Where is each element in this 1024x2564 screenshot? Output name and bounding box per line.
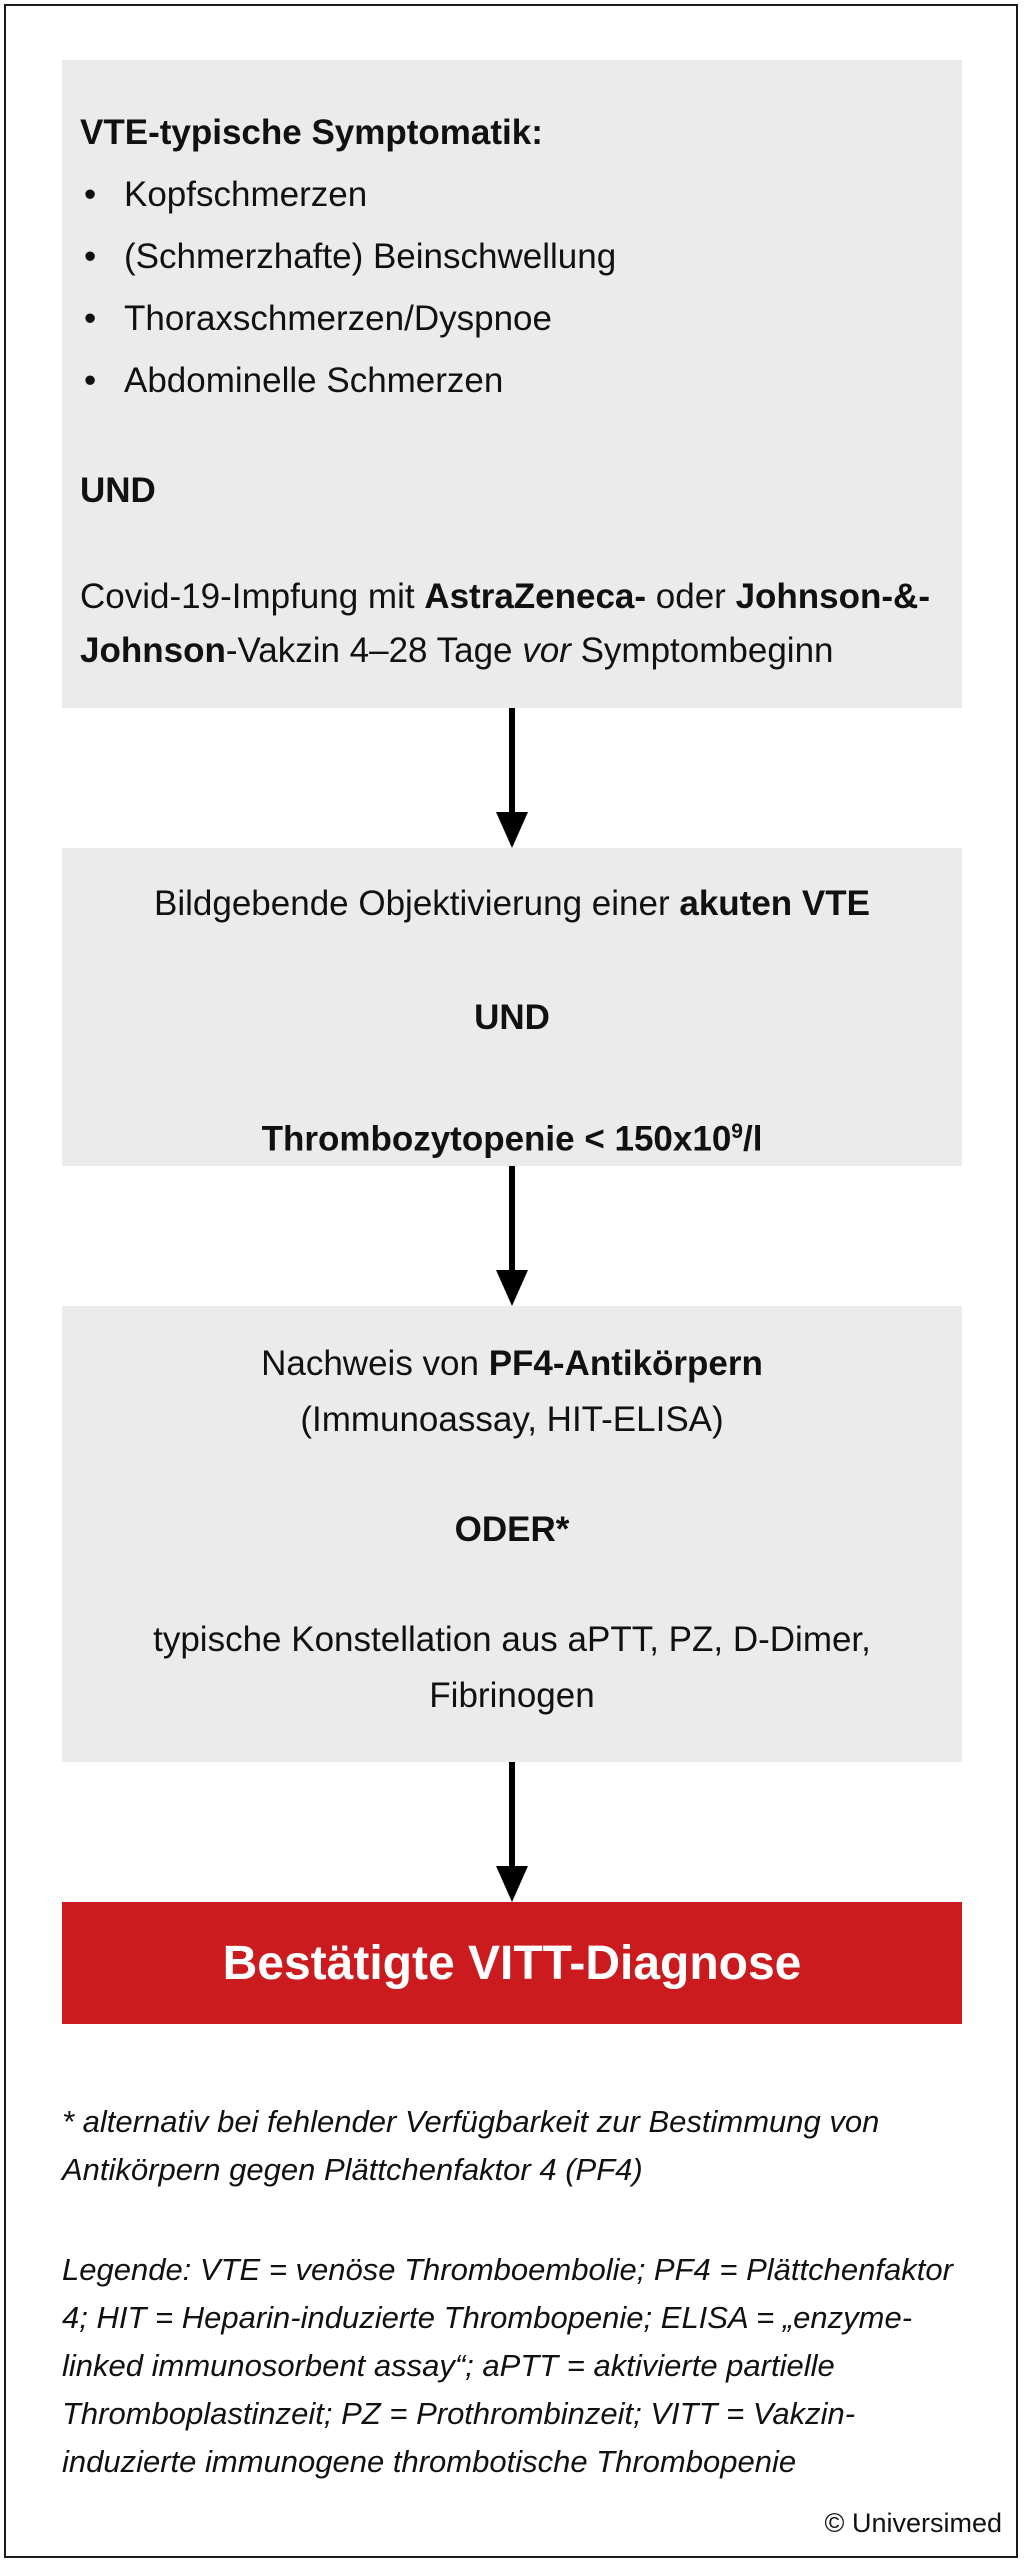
symptom-list [80, 164, 938, 412]
imaging-box [62, 848, 962, 1166]
flow-arrow-2 [509, 1166, 515, 1276]
arrow-head-1 [496, 812, 528, 848]
antibody-box [62, 1306, 962, 1762]
and-connector: UND [80, 471, 156, 510]
symptom-item: • Thoraxschmerzen/Dyspnoe [80, 288, 938, 350]
and-connector: UND [474, 998, 550, 1037]
symptoms-box [62, 60, 962, 708]
constellation-text: typische Konstellation aus aPTT, PZ, D-Dimer, [153, 1620, 871, 1659]
legend: Legende: VTE = venöse Thromboembolie; PF4 = Plättchenfaktor 4; HIT = Heparin-induzierte Thrombopenie; ELISA = „enzyme-linked immunosorbent assay“; aPTT = aktivierte partielle Thromboplastinzeit; PZ = Prothrombinzeit; VITT = Vakzin-induzierte immunogene thrombotische Thrombopenie [62, 2252, 953, 2479]
diagnosis-box: Bestätigte VITT-Diagnose [62, 1902, 962, 2024]
symptom-item: • Kopfschmerzen [80, 164, 938, 226]
flow-arrow-3 [509, 1762, 515, 1872]
arrow-head-3 [496, 1866, 528, 1902]
or-connector: ODER* [454, 1510, 570, 1549]
symptom-item: • Abdominelle Schmerzen [80, 350, 938, 412]
symptoms-heading: VTE-typische Symptomatik: [80, 113, 543, 152]
footnote: * alternativ bei fehlender Verfügbarkeit zur Bestimmung von Antikörpern gegen Plättchenfaktor 4 (PF4) [62, 2104, 880, 2187]
constellation-text-2: Fibrinogen [429, 1676, 595, 1715]
antibody-text: Nachweis von PF4-Antikörpern [261, 1344, 763, 1383]
vaccine-jj: Johnson-&-Johnson [80, 577, 930, 670]
assay-text: (Immunoassay, HIT-ELISA) [300, 1400, 724, 1439]
vaccination-text: Covid-19-Impfung mit AstraZeneca- oder Johnson-&-Johnson-Vakzin 4–28 Tage vor Symptombeginn [80, 577, 930, 670]
imaging-text: Bildgebende Objektivierung einer akuten VTE [154, 884, 870, 923]
arrow-head-2 [496, 1270, 528, 1306]
symptom-item: • (Schmerzhafte) Beinschwellung [80, 226, 938, 288]
flow-arrow-1 [509, 708, 515, 818]
copyright: © Universimed [824, 2508, 1002, 2538]
thrombocytopenia-text: Thrombozytopenie < $150x10^9/l$ [261, 1119, 763, 1159]
vaccine-astrazeneca: AstraZeneca- [424, 577, 647, 616]
